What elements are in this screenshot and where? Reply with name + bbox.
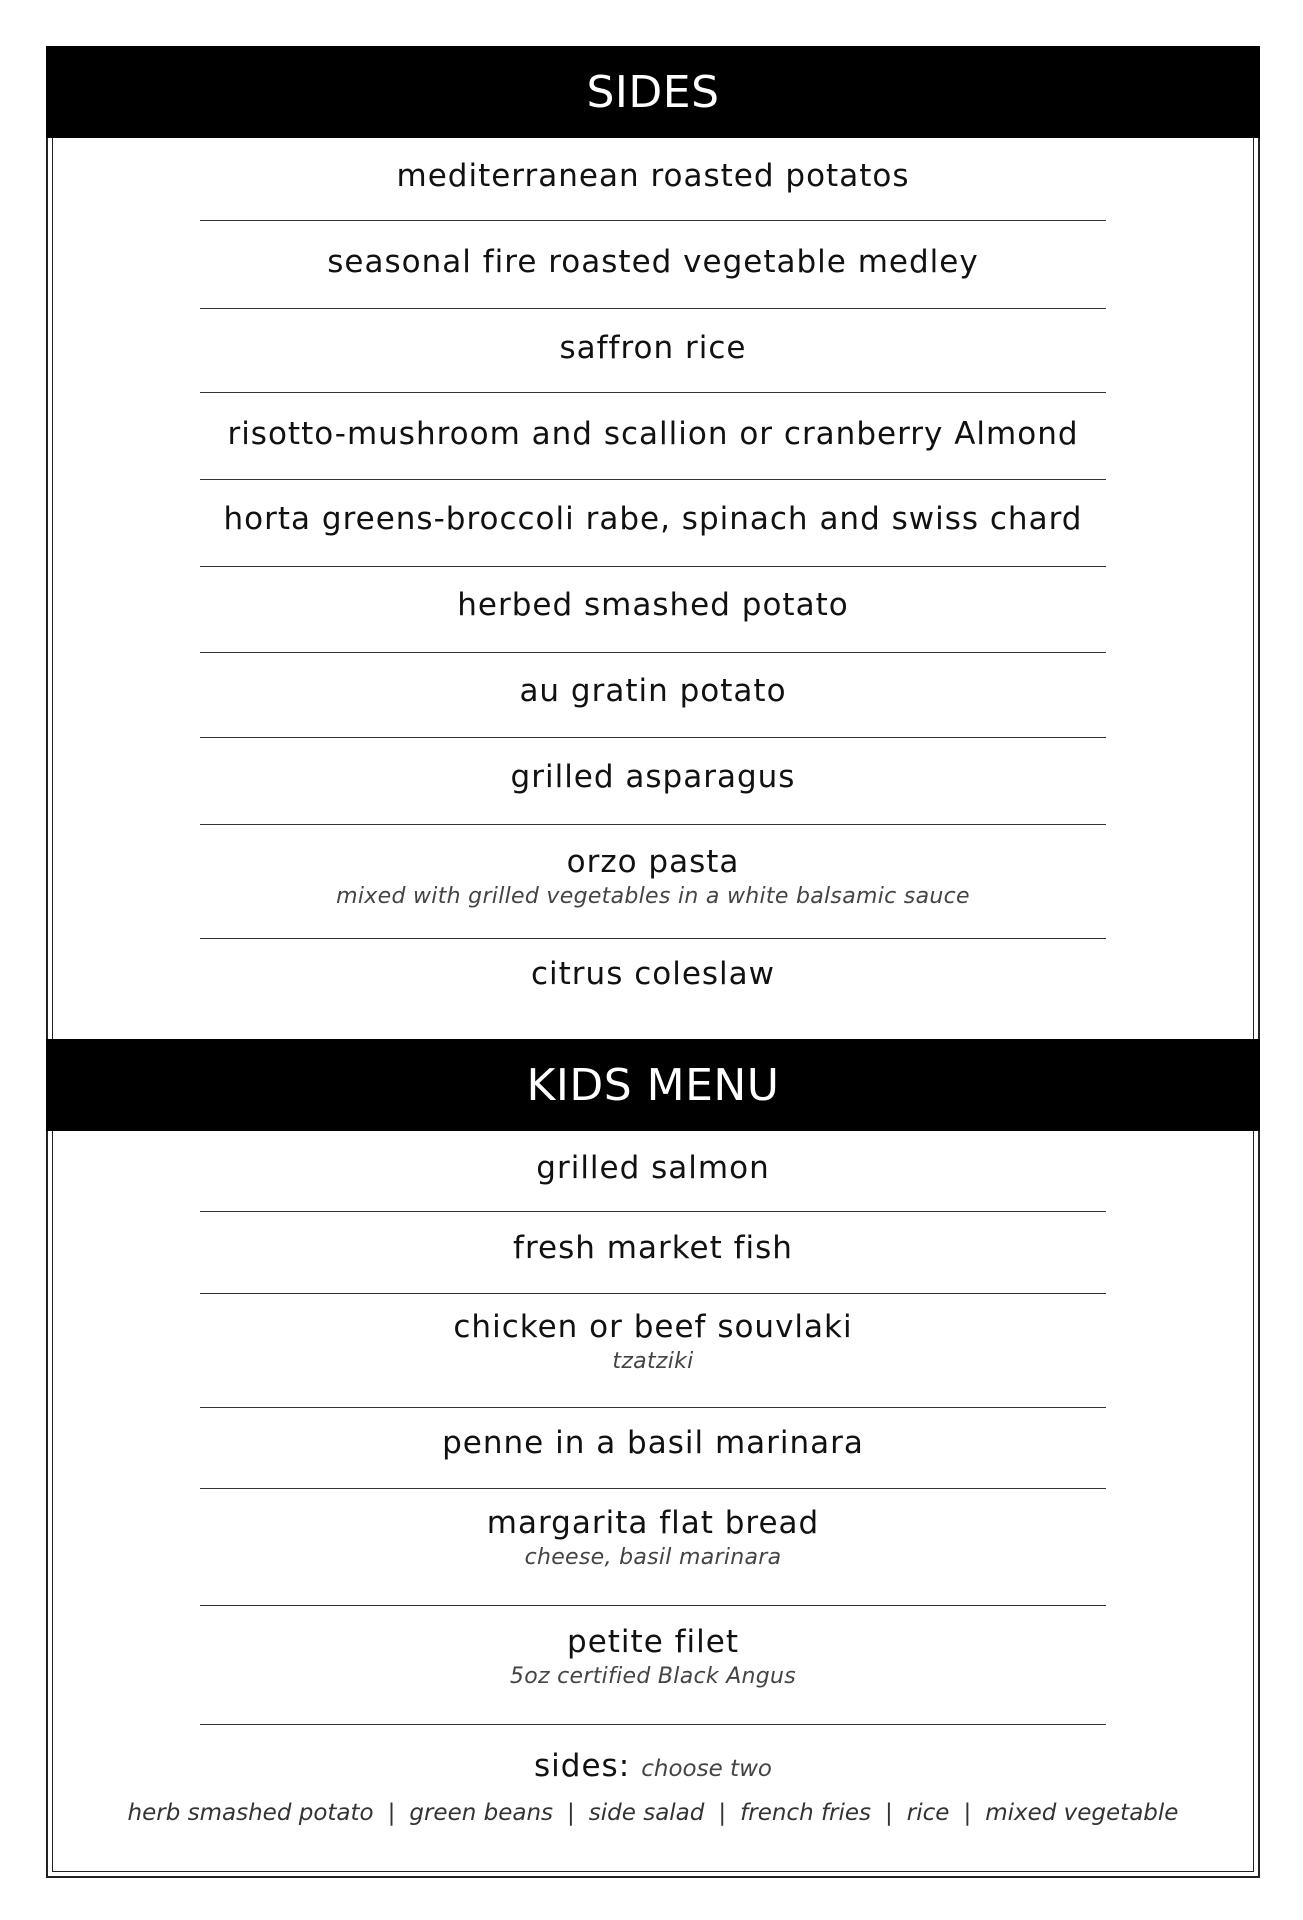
item-name: fresh market fish: [513, 1230, 793, 1266]
item-description: 5oz certified Black Angus: [509, 1664, 797, 1689]
list-item: [200, 244, 1106, 280]
item-description: tzatziki: [612, 1349, 694, 1374]
list-item: [200, 673, 1106, 709]
item-name: saffron rice: [559, 330, 747, 366]
side-option: herb smashed potato: [127, 1800, 374, 1826]
item-name: grilled asparagus: [510, 759, 796, 795]
list-item: [200, 1230, 1106, 1266]
side-options: [60, 1800, 1246, 1826]
divider: [200, 1293, 1106, 1294]
item-name: au gratin potato: [519, 673, 787, 709]
item-name: margarita flat bread: [486, 1505, 820, 1541]
divider: [200, 479, 1106, 480]
list-item: [200, 956, 1106, 992]
divider: [200, 737, 1106, 738]
list-item: [200, 1624, 1106, 1689]
list-item: [200, 587, 1106, 623]
list-item: [200, 416, 1106, 452]
list-item: [200, 759, 1106, 795]
item-name: grilled salmon: [536, 1150, 770, 1186]
divider: [200, 220, 1106, 221]
separator: |: [567, 1800, 575, 1826]
divider: [200, 938, 1106, 939]
sides-hint: choose two: [641, 1756, 772, 1782]
sides-label: sides:: [534, 1748, 631, 1784]
sides-heading: SIDES: [46, 46, 1260, 138]
item-name: horta greens-broccoli rabe, spinach and swiss chard: [223, 501, 1083, 537]
item-name: risotto-mushroom and scallion or cranberry Almond: [227, 416, 1079, 452]
item-name: herbed smashed potato: [457, 587, 849, 623]
separator: |: [718, 1800, 727, 1826]
divider: [200, 1407, 1106, 1408]
item-description: mixed with grilled vegetables in a white balsamic sauce: [336, 884, 970, 909]
item-name: petite filet: [567, 1624, 739, 1660]
side-option: mixed vegetable: [985, 1800, 1179, 1826]
divider: [200, 392, 1106, 393]
list-item: [200, 1425, 1106, 1461]
list-item: [200, 1150, 1106, 1186]
kids-sides-choice: [46, 1748, 1260, 1784]
divider: [200, 566, 1106, 567]
item-name: mediterranean roasted potatos: [396, 158, 910, 194]
side-option: french fries: [740, 1800, 872, 1826]
side-option: side salad: [588, 1800, 705, 1826]
divider: [200, 1211, 1106, 1212]
separator: |: [885, 1800, 893, 1826]
kids-menu-heading: KIDS MENU: [46, 1039, 1260, 1131]
item-name: chicken or beef souvlaki: [453, 1309, 853, 1345]
list-item: [200, 844, 1106, 909]
divider: [200, 308, 1106, 309]
side-option: green beans: [409, 1800, 554, 1826]
item-name: seasonal fire roasted vegetable medley: [327, 244, 979, 280]
list-item: [200, 1505, 1106, 1570]
list-item: [200, 1309, 1106, 1374]
item-name: penne in a basil marinara: [442, 1425, 864, 1461]
side-option: rice: [906, 1800, 950, 1826]
list-item: [200, 501, 1106, 537]
item-name: orzo pasta: [566, 844, 740, 880]
divider: [200, 1488, 1106, 1489]
divider: [200, 1605, 1106, 1606]
divider: [200, 1724, 1106, 1725]
item-description: cheese, basil marinara: [524, 1545, 782, 1570]
item-name: citrus coleslaw: [530, 956, 776, 992]
separator: |: [387, 1800, 396, 1826]
divider: [200, 652, 1106, 653]
divider: [200, 824, 1106, 825]
list-item: [200, 330, 1106, 366]
list-item: [200, 158, 1106, 194]
separator: |: [963, 1800, 972, 1826]
